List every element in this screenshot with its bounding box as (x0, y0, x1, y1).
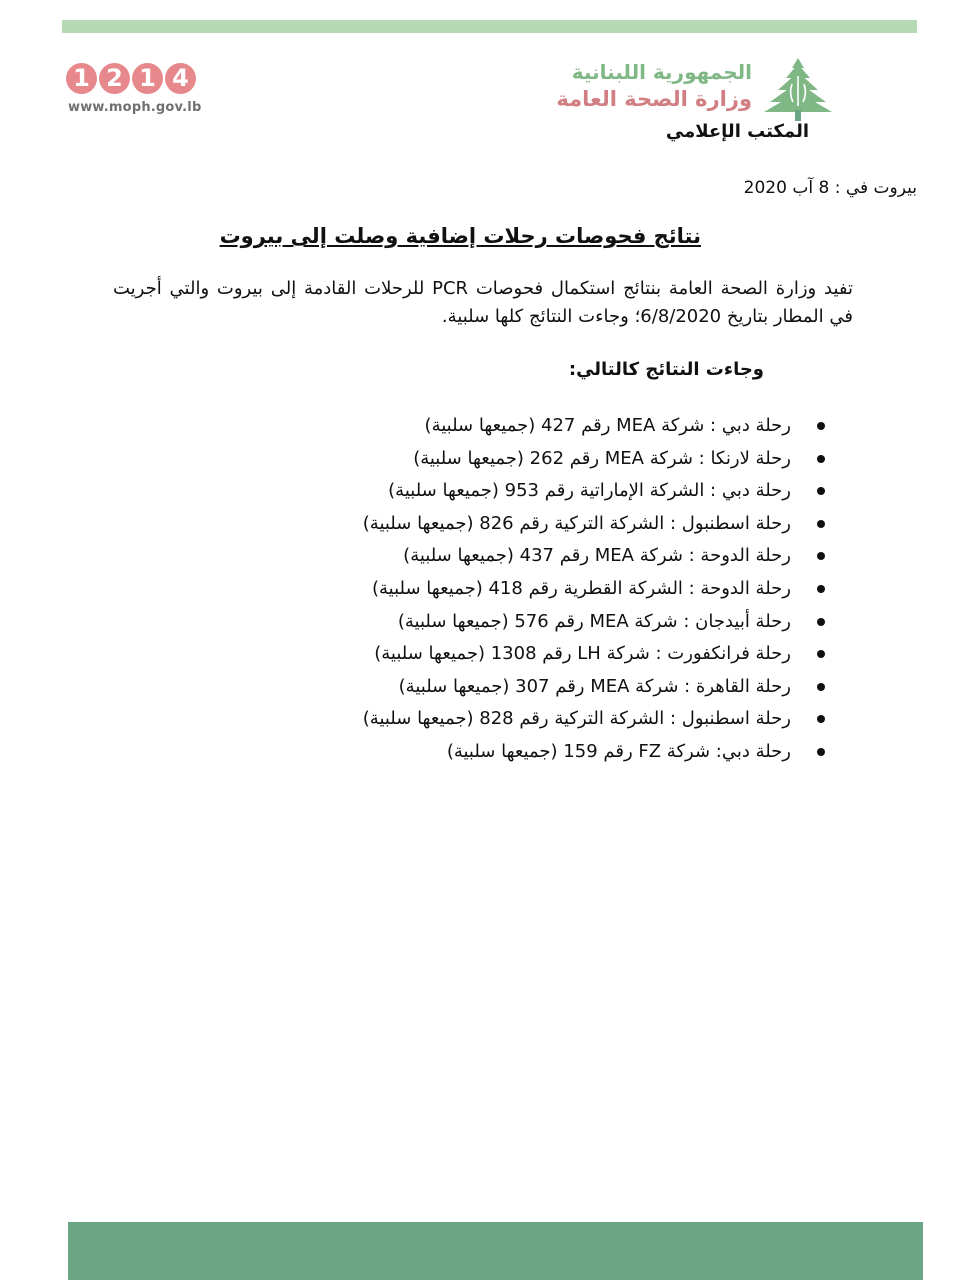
intro-paragraph: تفيد وزارة الصحة العامة بنتائج استكمال فحوصات PCR للرحلات القادمة إلى بيروت والتي أجريت في المطار بتاريخ 6/8/2020؛ وجاءت النتائج كلها سلبية. (113, 278, 853, 327)
list-item (363, 671, 825, 704)
flight-result-text: رحلة فرانكفورت : شركة LH رقم 1308 (جميعها سلبية) (374, 643, 791, 665)
bullet-icon (817, 455, 825, 463)
bullet-icon (817, 618, 825, 626)
document-title: نتائج فحوصات رحلات إضافية وصلت إلى بيروت (219, 224, 701, 248)
flight-result-text: رحلة الدوحة : شركة MEA رقم 437 (جميعها سلبية) (403, 545, 791, 567)
bullet-icon (817, 487, 825, 495)
hotline-digit: 2 (99, 63, 130, 94)
press-office-label: المكتب الإعلامي (665, 121, 809, 142)
republic-name: الجمهورية اللبنانية (571, 60, 752, 84)
flight-result-text: رحلة دبي: شركة FZ رقم 159 (جميعها سلبية) (446, 740, 791, 762)
list-item (363, 606, 825, 639)
flight-result-text: رحلة الدوحة : الشركة القطرية رقم 418 (جميعها سلبية) (372, 577, 791, 599)
website-url: www.moph.gov.lb (68, 100, 202, 115)
bullet-icon (817, 520, 825, 528)
flight-result-text: رحلة لارنكا : شركة MEA رقم 262 (جميعها سلبية) (413, 447, 791, 469)
bullet-icon (817, 683, 825, 691)
list-item (363, 475, 825, 508)
list-item (363, 540, 825, 573)
ministry-name: وزارة الصحة العامة (556, 87, 752, 111)
flight-result-text: رحلة دبي : شركة MEA رقم 427 (جميعها سلبية) (424, 415, 791, 436)
flight-result-text: رحلة اسطنبول : الشركة التركية رقم 828 (جميعها سلبية) (362, 708, 791, 730)
flight-result-text: رحلة القاهرة : شركة MEA رقم 307 (جميعها سلبية) (398, 675, 791, 697)
bullet-icon (817, 748, 825, 756)
flight-result-text: رحلة أبيدجان : شركة MEA رقم 576 (جميعها سلبية) (397, 610, 791, 632)
list-item (363, 508, 825, 541)
document-date: بيروت في : 8 آب 2020 (743, 178, 917, 198)
flight-results-list (363, 410, 825, 769)
hotline-digit: 1 (66, 63, 97, 94)
list-item (363, 638, 825, 671)
flight-result-text: رحلة دبي : الشركة الإماراتية رقم 953 (جميعها سلبية) (388, 480, 791, 502)
list-item (363, 573, 825, 606)
hotline-digit: 1 (132, 63, 163, 94)
hotline-digit: 4 (165, 63, 196, 94)
bullet-icon (817, 715, 825, 723)
list-item (363, 443, 825, 476)
cedar-tree-icon (762, 56, 834, 122)
results-heading: وجاءت النتائج كالتالي: (568, 359, 764, 380)
bullet-icon (817, 585, 825, 593)
list-item (363, 410, 825, 443)
list-item (363, 703, 825, 736)
top-decorative-bar (62, 20, 917, 33)
bullet-icon (817, 552, 825, 560)
list-item (363, 736, 825, 769)
bottom-decorative-bar (68, 1222, 923, 1280)
flight-result-text: رحلة اسطنبول : الشركة التركية رقم 826 (جميعها سلبية) (362, 512, 791, 534)
hotline-logo (66, 63, 196, 94)
bullet-icon (817, 650, 825, 658)
bullet-icon (817, 422, 825, 430)
